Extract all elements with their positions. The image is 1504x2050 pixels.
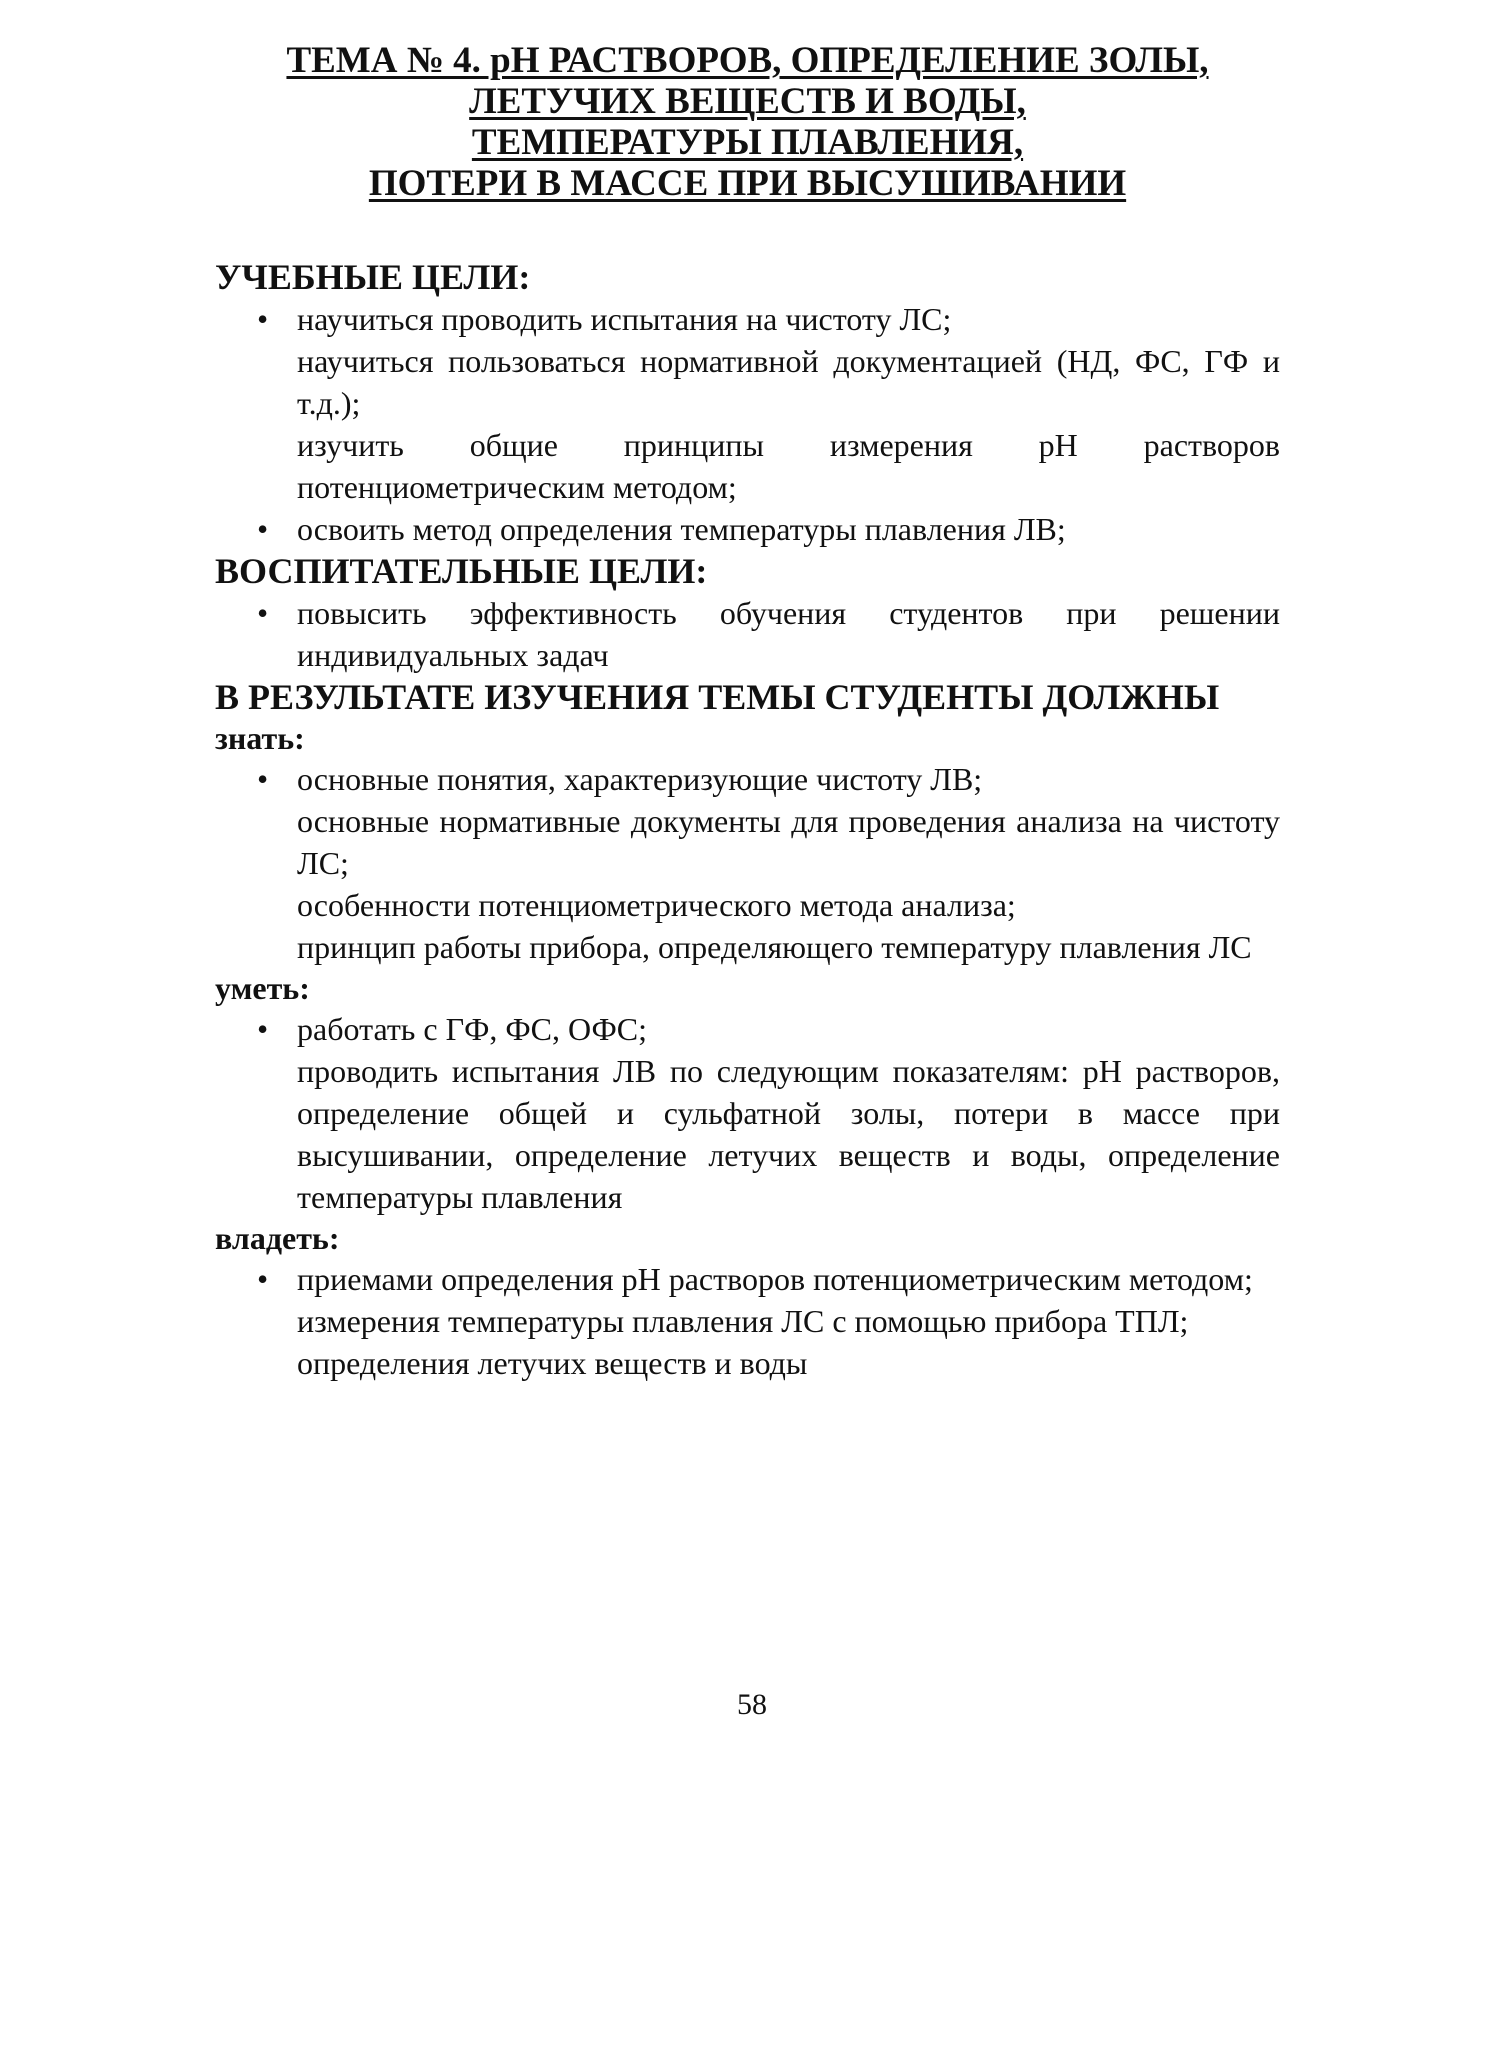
- bullet-icon: •: [257, 595, 269, 631]
- learning-goals-section: [215, 256, 1280, 550]
- outcomes-heading: В РЕЗУЛЬТАТЕ ИЗУЧЕНИЯ ТЕМЫ СТУДЕНТЫ ДОЛЖНЫ: [215, 677, 1220, 717]
- list-item-text: приемами определения рН растворов потенциометрическим методом;: [297, 1261, 1253, 1297]
- list-item: [215, 1008, 1280, 1050]
- title-line: ПОТЕРИ В МАССЕ ПРИ ВЫСУШИВАНИИ: [368, 163, 1127, 204]
- master-heading: владеть:: [215, 1220, 340, 1256]
- bullet-icon: •: [257, 511, 269, 547]
- list-item-text: основные понятия, характеризующие чистоту ЛВ;: [297, 761, 983, 797]
- list-item: [215, 1342, 1280, 1384]
- know-heading: знать:: [215, 720, 305, 756]
- page-number: 58: [737, 1688, 767, 1721]
- list-item: [215, 592, 1280, 676]
- page-title: [215, 40, 1280, 204]
- list-item: [215, 508, 1280, 550]
- bullet-icon: •: [257, 1011, 269, 1047]
- title-line: ТЕМПЕРАТУРЫ ПЛАВЛЕНИЯ,: [471, 122, 1024, 163]
- list-item-text: измерения температуры плавления ЛС с помощью прибора ТПЛ;: [297, 1303, 1189, 1339]
- educational-goals-section: [215, 550, 1280, 676]
- document-page: [215, 40, 1280, 1384]
- learning-goals-heading: УЧЕБНЫЕ ЦЕЛИ:: [215, 257, 531, 297]
- list-item-text: принцип работы прибора, определяющего температуру плавления ЛС: [297, 929, 1252, 965]
- title-line: ТЕМА № 4. рН РАСТВОРОВ, ОПРЕДЕЛЕНИЕ ЗОЛЫ,: [286, 40, 1209, 81]
- list-item-text: проводить испытания ЛВ по следующим показателям: рН растворов, определение общей и сульфатной золы, потери в массе при высушивании, определение летучих веществ и воды, определение температуры плавления: [297, 1053, 1280, 1215]
- bullet-icon: •: [257, 301, 269, 337]
- title-line: ЛЕТУЧИХ ВЕЩЕСТВ И ВОДЫ,: [469, 81, 1026, 122]
- list-item: [215, 758, 1280, 800]
- list-item: [215, 340, 1280, 424]
- bullet-icon: •: [257, 1261, 269, 1297]
- list-item-text: особенности потенциометрического метода анализа;: [297, 887, 1016, 923]
- list-item: [215, 800, 1280, 884]
- list-item-text: работать с ГФ, ФС, ОФС;: [297, 1011, 648, 1047]
- list-item: [215, 1258, 1280, 1300]
- list-item: [215, 884, 1280, 926]
- educational-goals-heading: ВОСПИТАТЕЛЬНЫЕ ЦЕЛИ:: [215, 551, 708, 591]
- list-item: [215, 424, 1280, 508]
- list-item: [215, 298, 1280, 340]
- list-item: [215, 1300, 1280, 1342]
- list-item-text: научиться проводить испытания на чистоту ЛС;: [297, 301, 952, 337]
- be-able-heading: уметь:: [215, 970, 310, 1006]
- list-item-text: определения летучих веществ и воды: [297, 1345, 808, 1381]
- list-item-text: основные нормативные документы для проведения анализа на чистоту ЛС;: [297, 803, 1280, 881]
- list-item-text: научиться пользоваться нормативной документацией (НД, ФС, ГФ и т.д.);: [297, 343, 1280, 421]
- list-item: [215, 926, 1280, 968]
- list-item-text: изучить общие принципы измерения рН растворов потенциометрическим методом;: [297, 427, 1280, 505]
- list-item-text: повысить эффективность обучения студентов при решении индивидуальных задач: [297, 595, 1280, 673]
- bullet-icon: •: [257, 761, 269, 797]
- outcomes-section: [215, 676, 1280, 1384]
- list-item: [215, 1050, 1280, 1218]
- list-item-text: освоить метод определения температуры плавления ЛВ;: [297, 511, 1066, 547]
